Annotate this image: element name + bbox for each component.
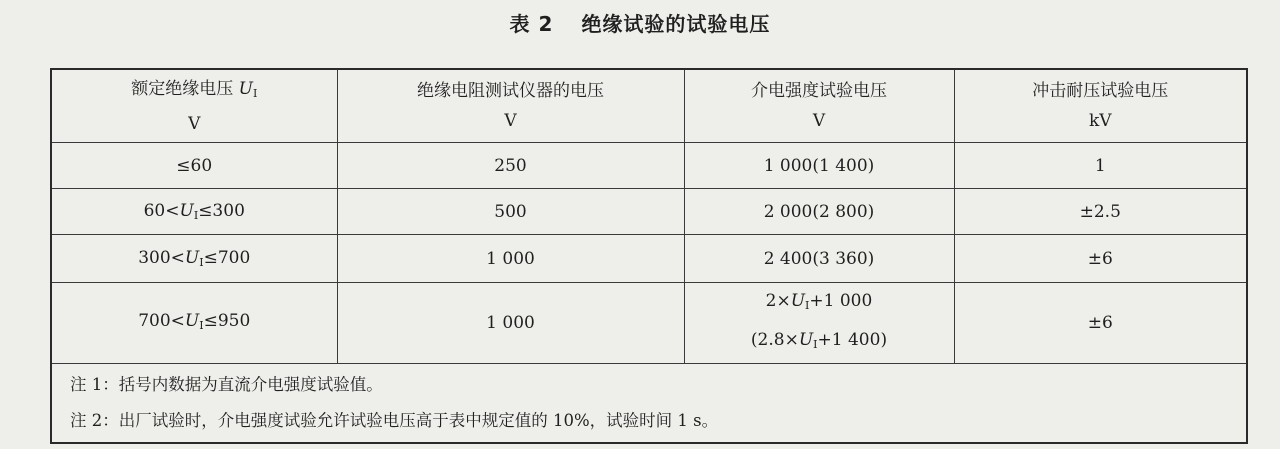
header-cell-rated-voltage (51, 69, 337, 143)
table-row (51, 143, 1247, 189)
notes-cell (51, 364, 1247, 444)
table-number: 表 2 (509, 12, 554, 36)
cell-impulse-voltage: 1 (954, 143, 1247, 189)
table-row (51, 283, 1247, 364)
cell-megger-voltage: 1 000 (337, 235, 684, 283)
formula-line: ($2.8\times U_I+1$ 400) (750, 330, 888, 351)
cell-dielectric-voltage: 1 000(1 400) (684, 143, 954, 189)
header-label: 额定绝缘电压 (131, 78, 234, 99)
note-2: 注 2：出厂试验时，介电强度试验允许试验电压高于表中规定值的 10%，试验时间 1 s。 (70, 411, 719, 430)
header-label: 绝缘电阻测试仪器的电压 (417, 81, 604, 101)
cell-dielectric-voltage (684, 283, 954, 364)
table-row (51, 235, 1247, 283)
header-subscript: I (252, 86, 258, 100)
cell-rated-voltage: $60<U_I\le 300$ (51, 189, 337, 235)
formula-line: $2\times U_I+1$ 000 (765, 291, 873, 312)
header-unit: V (188, 113, 201, 134)
header-cell-impulse-voltage (954, 69, 1247, 143)
cell-megger-voltage: 250 (337, 143, 684, 189)
header-label: 冲击耐压试验电压 (1032, 81, 1169, 101)
cell-dielectric-voltage: 2 400(3 360) (684, 235, 954, 283)
notes-row (51, 364, 1247, 444)
table-caption (0, 6, 1280, 42)
header-row (51, 69, 1247, 143)
header-unit: V (812, 111, 826, 131)
note-1: 注 1：括号内数据为直流介电强度试验值。 (70, 375, 383, 394)
header-cell-megger-voltage (337, 69, 684, 143)
header-unit: kV (1088, 111, 1112, 131)
cell-rated-voltage: ≤60 (51, 143, 337, 189)
cell-megger-voltage: 500 (337, 189, 684, 235)
header-cell-dielectric-voltage (684, 69, 954, 143)
cell-rated-voltage: $300<U_I\le 700$ (51, 235, 337, 283)
cell-impulse-voltage: ±6 (954, 235, 1247, 283)
cell-rated-voltage: $700<U_I\le 950$ (51, 283, 337, 364)
table-row (51, 189, 1247, 235)
header-label: 介电强度试验电压 (751, 81, 887, 101)
test-voltage-table (50, 68, 1248, 444)
cell-megger-voltage: 1 000 (337, 283, 684, 364)
cell-impulse-voltage: ±2.5 (954, 189, 1247, 235)
header-unit: V (504, 111, 517, 131)
cell-dielectric-voltage: 2 000(2 800) (684, 189, 954, 235)
cell-impulse-voltage: ±6 (954, 283, 1247, 364)
table-title: 绝缘试验的试验电压 (581, 12, 771, 36)
header-symbol: U (238, 78, 253, 99)
